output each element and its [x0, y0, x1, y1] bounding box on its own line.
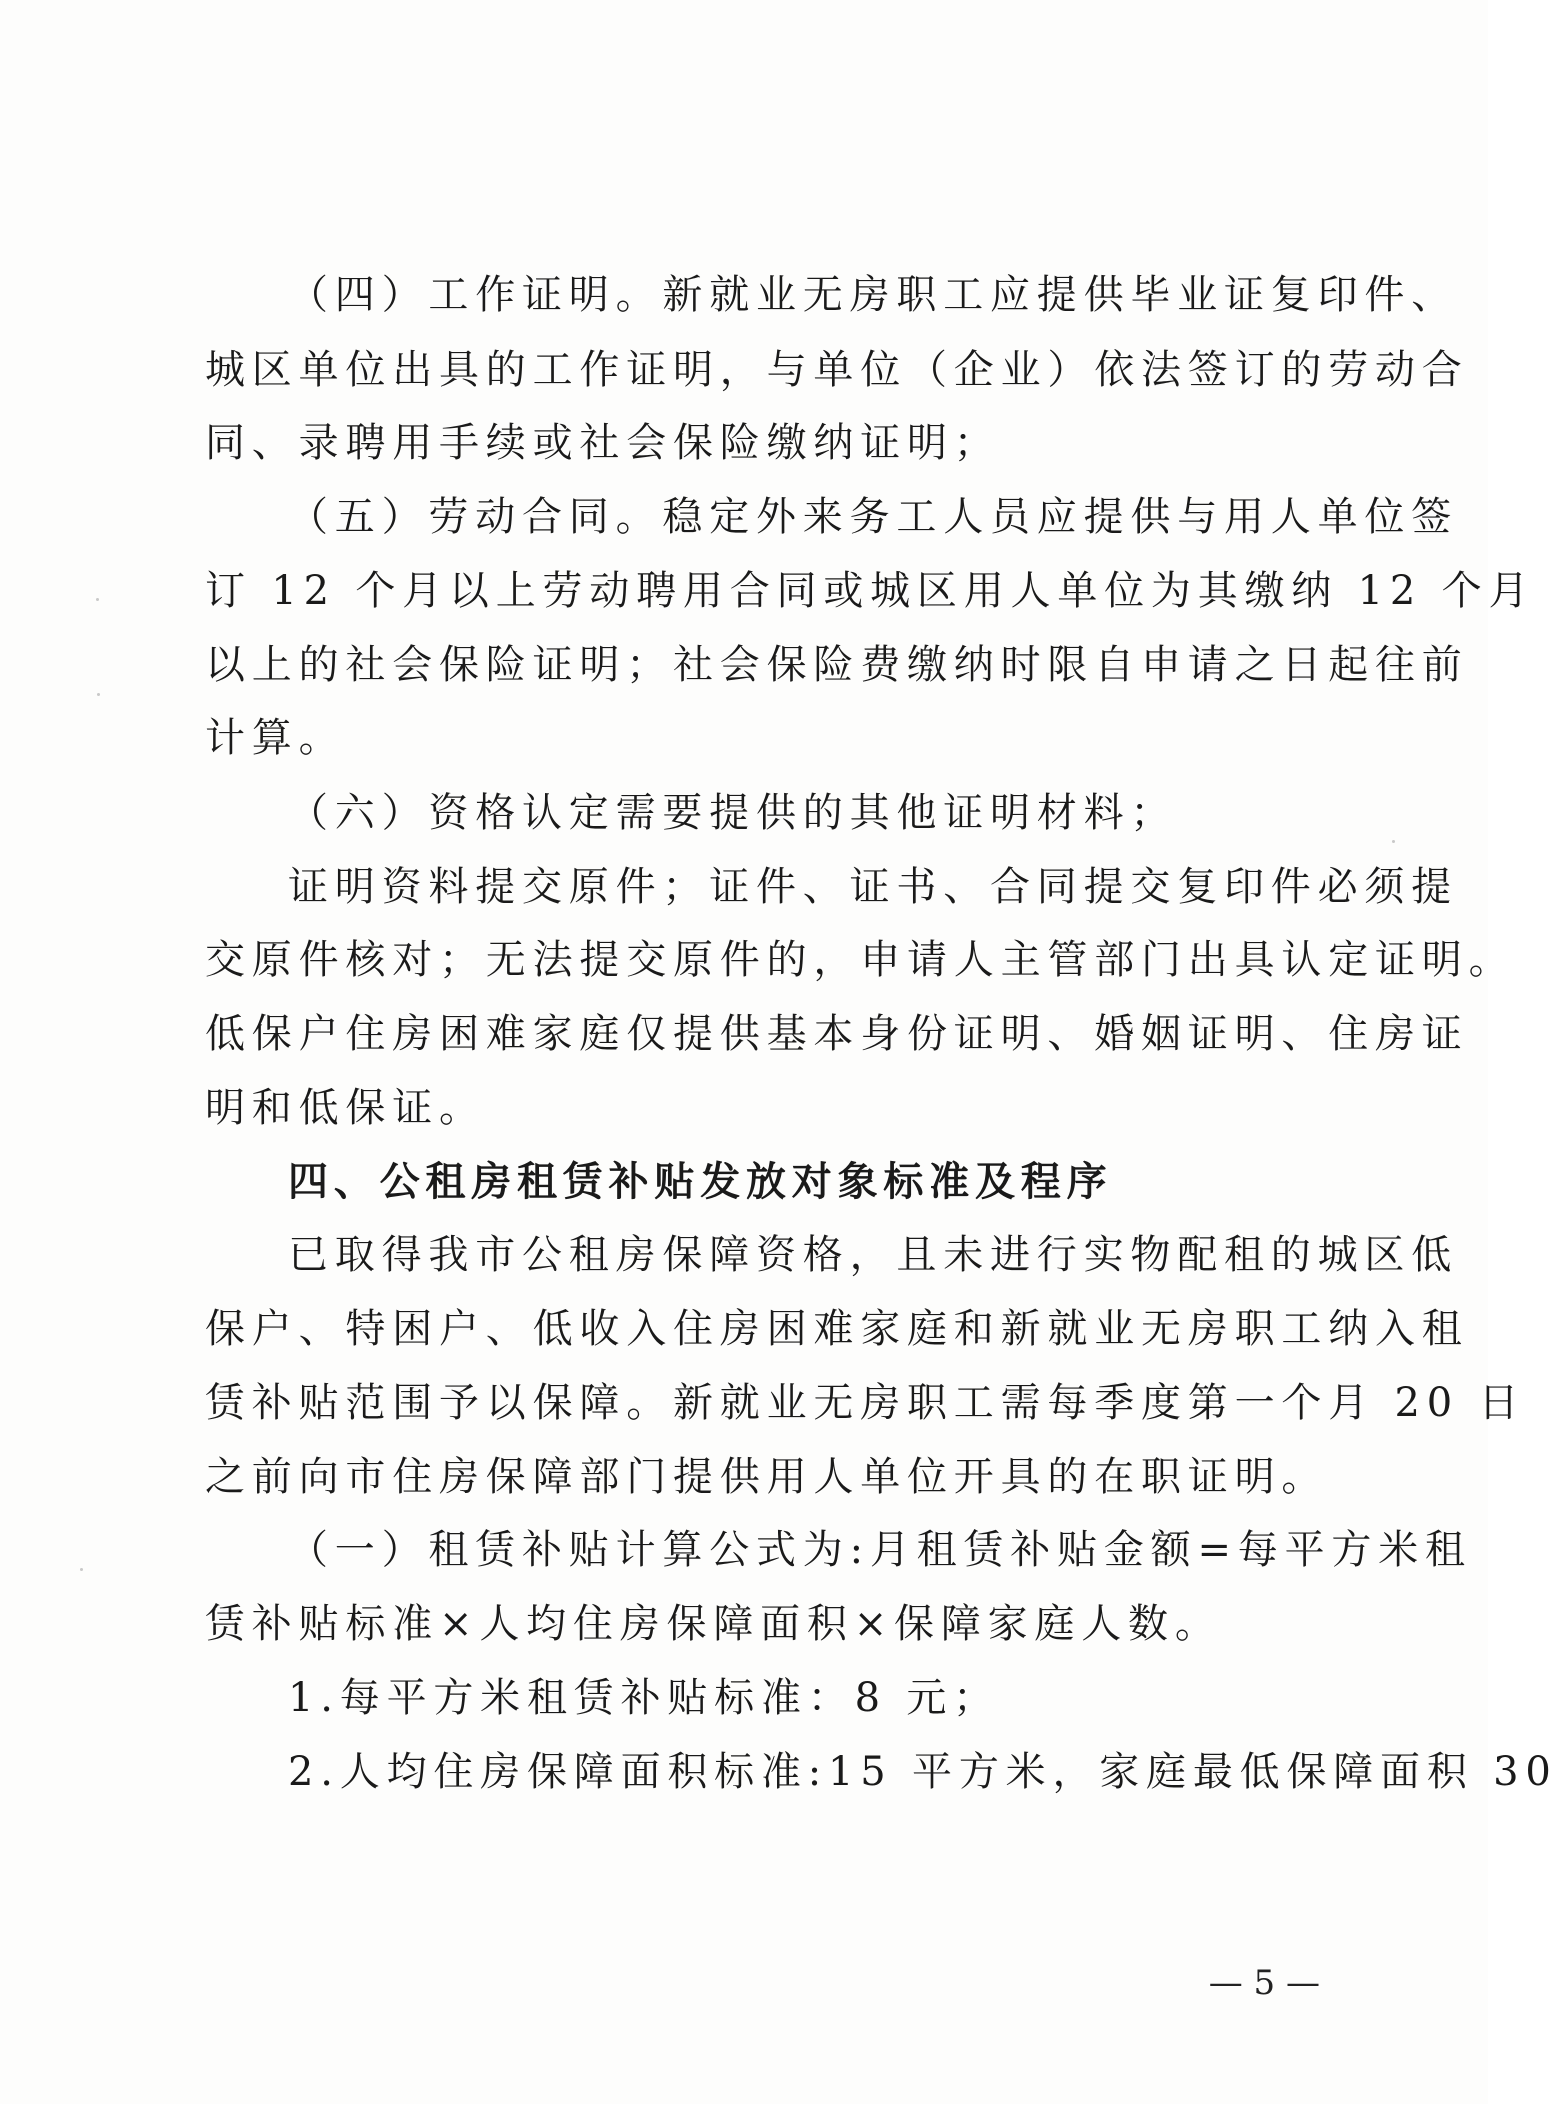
paragraph-line: 城区单位出具的工作证明，与单位（企业）依法签订的劳动合	[205, 347, 1469, 393]
scan-speck	[80, 1568, 83, 1571]
paragraph-line: （五）劳动合同。稳定外来务工人员应提供与用人单位签	[288, 494, 1458, 540]
paragraph-line: 低保户住房困难家庭仅提供基本身份证明、婚姻证明、住房证	[205, 1011, 1469, 1057]
paragraph-line: 同、录聘用手续或社会保险缴纳证明；	[205, 420, 1001, 466]
paragraph-line: 计算。	[205, 715, 346, 761]
paragraph-line: 明和低保证。	[205, 1085, 486, 1131]
section-heading: 四、公租房租赁补贴发放对象标准及程序	[288, 1159, 1113, 1205]
paragraph-line: 交原件核对；无法提交原件的，申请人主管部门出具认定证明。	[205, 937, 1516, 983]
scan-speck	[96, 598, 99, 601]
paragraph-line: 已取得我市公租房保障资格，且未进行实物配租的城区低	[288, 1232, 1458, 1278]
paragraph-line: （六）资格认定需要提供的其他证明材料；	[288, 790, 1178, 836]
paragraph-line: 赁补贴范围予以保障。新就业无房职工需每季度第一个月 20 日	[205, 1380, 1526, 1426]
paragraph-line: 保户、特困户、低收入住房困难家庭和新就业无房职工纳入租	[205, 1306, 1469, 1352]
paragraph-line: 订 12 个月以上劳动聘用合同或城区用人单位为其缴纳 12 个月	[205, 568, 1536, 614]
list-item: 2.人均住房保障面积标准:15 平方米，家庭最低保障面积 30	[288, 1749, 1558, 1795]
list-item: 1.每平方米租赁补贴标准：8 元；	[288, 1675, 1000, 1721]
scan-speck	[1392, 840, 1395, 843]
page-number: — 5 —	[1208, 1963, 1320, 2003]
paragraph-line: （一）租赁补贴计算公式为:月租赁补贴金额=每平方米租	[288, 1527, 1472, 1573]
paragraph-line: 证明资料提交原件；证件、证书、合同提交复印件必须提	[288, 864, 1458, 910]
paragraph-line: （四）工作证明。新就业无房职工应提供毕业证复印件、	[288, 272, 1458, 318]
paragraph-line: 之前向市住房保障部门提供用人单位开具的在职证明。	[205, 1454, 1329, 1500]
paragraph-line: 赁补贴标准×人均住房保障面积×保障家庭人数。	[205, 1601, 1222, 1647]
paragraph-line: 以上的社会保险证明；社会保险费缴纳时限自申请之日起往前	[205, 642, 1469, 688]
scan-speck	[97, 693, 100, 696]
